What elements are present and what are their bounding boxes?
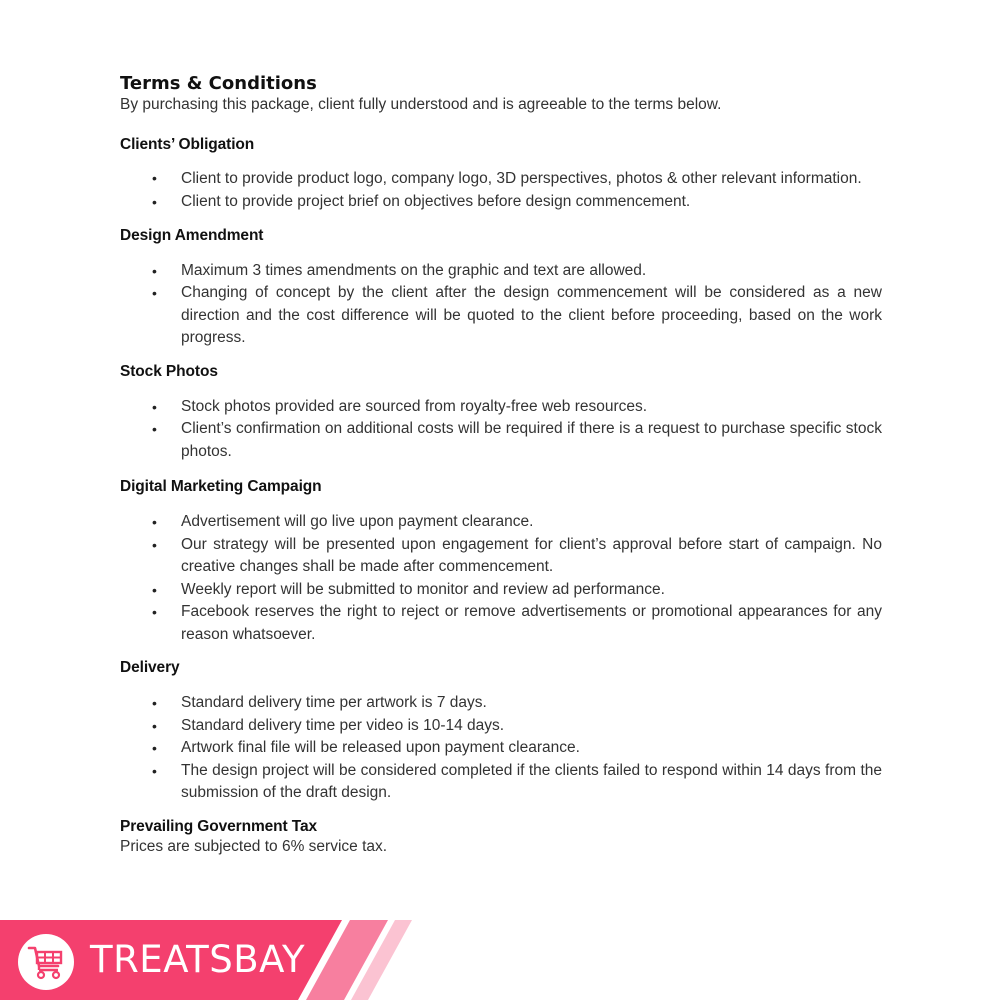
list-item [120, 418, 882, 463]
item-list [120, 396, 882, 464]
list-item-text: Artwork final file will be released upon payment clearance. [181, 739, 580, 756]
logo-badge [18, 934, 74, 990]
list-item [120, 760, 882, 805]
section-delivery [120, 658, 882, 805]
list-item [120, 601, 882, 646]
bullet-icon: • [152, 695, 157, 711]
item-list [120, 692, 882, 805]
list-item [120, 511, 882, 534]
shopping-cart-icon [27, 944, 65, 980]
list-item [120, 282, 882, 350]
list-item [120, 191, 882, 214]
section-stock-photos [120, 362, 882, 464]
list-item-text: Maximum 3 times amendments on the graphic and text are allowed. [181, 261, 647, 279]
tax-text: Prices are subjected to 6% service tax. [120, 837, 388, 855]
list-item-text: Advertisement will go live upon payment clearance. [181, 513, 534, 530]
list-item [120, 396, 882, 419]
list-item-text: Stock photos provided are sourced from royalty-free web resources. [181, 397, 648, 415]
bullet-icon: • [152, 514, 157, 530]
list-item-text: Our strategy will be presented upon engagement for client’s approval before start of campaign. No creative changes shall be made after commencement. [181, 535, 882, 575]
section-digital-marketing-campaign [120, 477, 882, 646]
list-item-text: The design project will be considered completed if the clients failed to respond within 14 days from the submission of the draft design. [181, 761, 882, 801]
section-government-tax [120, 817, 882, 857]
list-item [120, 169, 882, 188]
list-item-text: Client to provide project brief on objectives before design commencement. [181, 193, 691, 210]
bullet-icon: • [152, 717, 157, 734]
bullet-icon: • [152, 398, 157, 415]
list-item [120, 260, 882, 283]
list-item [120, 737, 882, 760]
list-item-text: Client to provide product logo, company logo, 3D perspectives, photos & other relevant information. [181, 170, 862, 187]
list-item [120, 715, 882, 738]
list-item-text: Facebook reserves the right to reject or remove advertisements or promotional appearances for any reason whatsoever. [181, 603, 882, 643]
bullet-icon: • [152, 262, 157, 279]
list-item [120, 579, 882, 602]
bullet-icon: • [152, 170, 157, 186]
section-heading: Digital Marketing Campaign [120, 478, 322, 495]
list-item-text: Standard delivery time per video is 10-14 days. [181, 716, 505, 734]
section-heading: Stock Photos [120, 362, 218, 380]
section-heading: Prevailing Government Tax [120, 817, 318, 835]
list-item-text: Standard delivery time per artwork is 7 days. [181, 694, 487, 711]
bullet-icon: • [152, 604, 157, 620]
item-list [120, 511, 882, 646]
section-heading: Design Amendment [120, 226, 264, 244]
bullet-icon: • [152, 740, 157, 756]
bullet-icon: • [152, 762, 157, 779]
brand-name: TREATSBAY [90, 938, 306, 981]
bullet-icon: • [152, 536, 157, 553]
list-item-text: Changing of concept by the client after the design commencement will be considered as a new direction and the cost difference will be quoted to the client before proceeding, based on the work progress. [181, 284, 882, 346]
bullet-icon: • [152, 581, 157, 598]
bullet-icon: • [152, 194, 157, 210]
list-item-text: Client’s confirmation on additional costs will be required if there is a request to purchase specific stock photos. [181, 420, 882, 460]
terms-document [120, 73, 882, 857]
section-design-amendment [120, 226, 882, 350]
intro-text: By purchasing this package, client fully understood and is agreeable to the terms below. [120, 96, 722, 113]
list-item [120, 534, 882, 579]
list-item-text: Weekly report will be submitted to monitor and review ad performance. [181, 580, 665, 598]
list-item [120, 692, 882, 715]
section-heading: Clients’ Obligation [120, 136, 255, 153]
bullet-icon: • [152, 421, 157, 437]
page-title: Terms & Conditions [120, 73, 317, 94]
section-heading: Delivery [120, 659, 180, 676]
brand-banner [0, 920, 420, 1000]
item-list [120, 260, 882, 350]
section-clients-obligation [120, 135, 882, 214]
bullet-icon: • [152, 285, 157, 301]
item-list [120, 169, 882, 214]
